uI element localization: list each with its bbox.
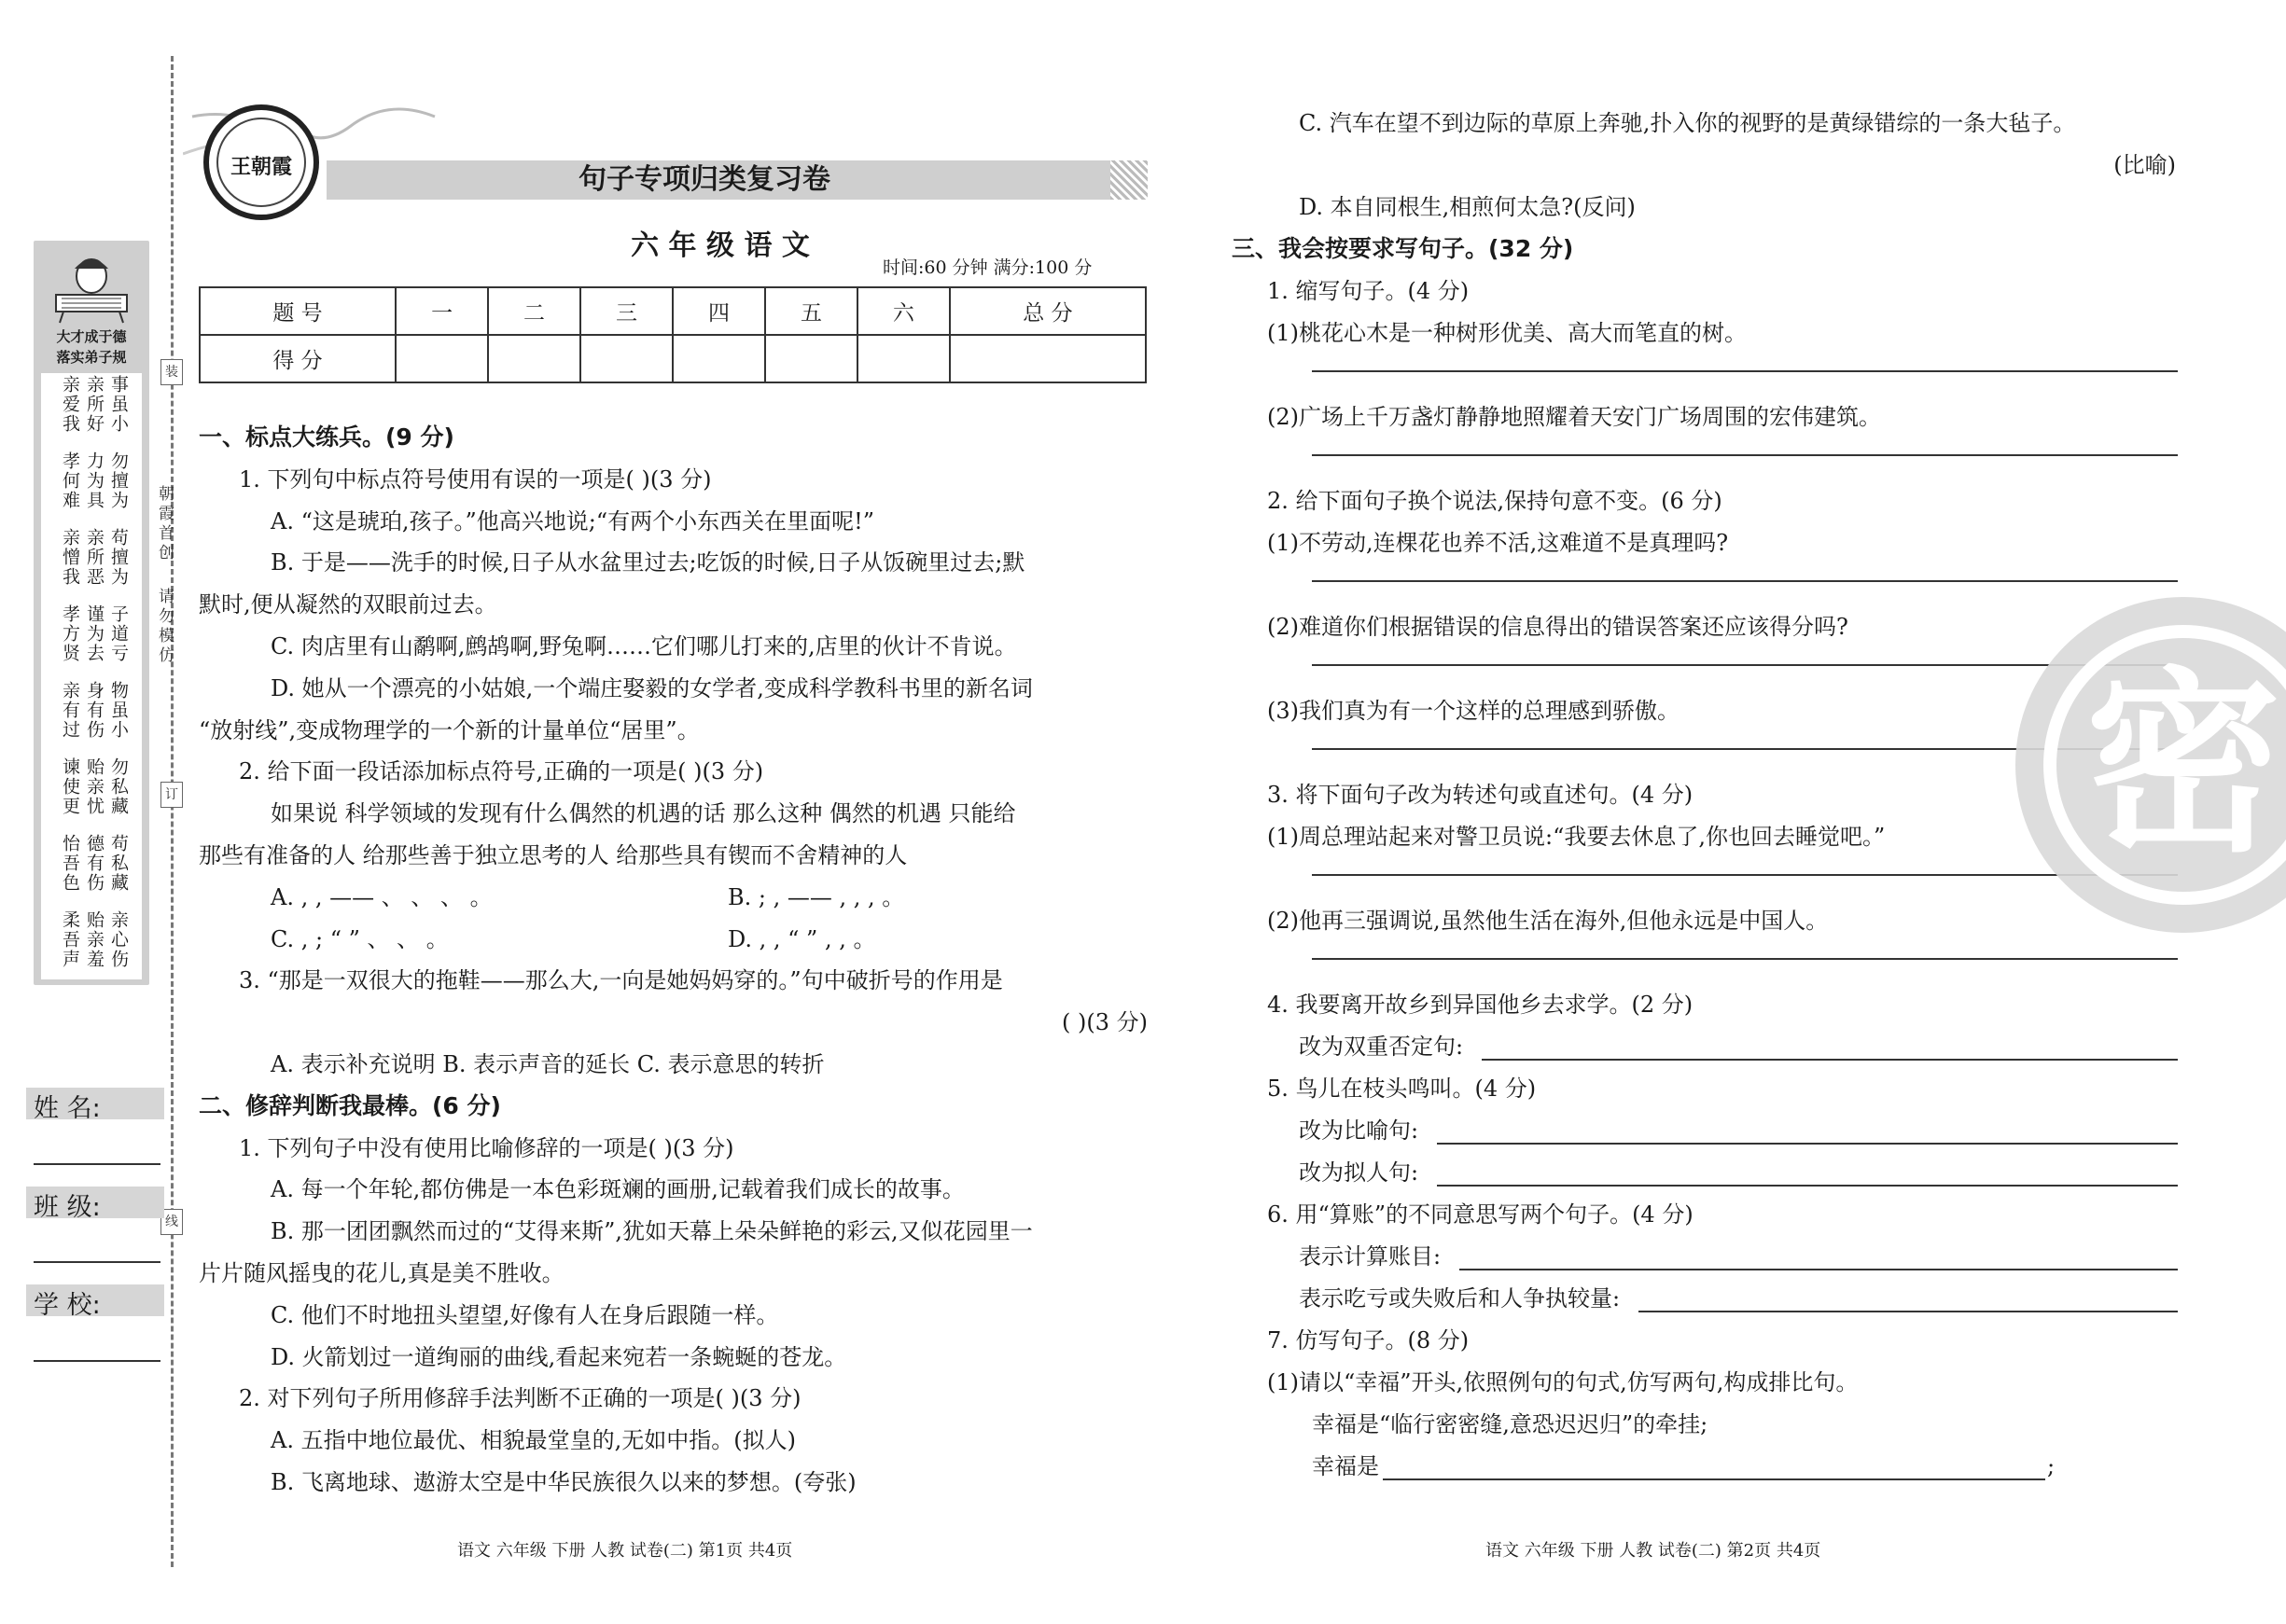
question-line: 3. “那是一双很大的拖鞋——那么大,一向是她妈妈穿的。”句中破折号的作用是 (239, 967, 1003, 994)
score-input[interactable] (765, 335, 857, 382)
motto-column: 贻亲忧 (84, 757, 105, 816)
question-line: A. “这是琥珀,孩子。”他高兴地说;“有两个小东西关在里面呢!” (271, 507, 875, 534)
question-line: D. 本自同根生,相煎何太急?(反问) (1299, 194, 1636, 220)
question-line: 1. 下列句子中没有使用比喻修辞的一项是( )(3 分) (239, 1134, 734, 1161)
question-line: “放射线”,变成物理学的一个新的计量单位“居里”。 (199, 716, 700, 743)
table-cell: 二 (488, 287, 580, 335)
logo-badge (203, 104, 319, 220)
answer-line[interactable] (1437, 1143, 2178, 1145)
question-line: C. 他们不时地扭头望望,好像有人在身后跟随一样。 (271, 1301, 779, 1328)
table-cell: 题 号 (200, 287, 396, 335)
cut-label: 订 (160, 782, 183, 808)
motto-column: 柔吾声 (60, 910, 80, 969)
score-input[interactable] (950, 335, 1146, 382)
answer-line[interactable] (1312, 958, 2178, 960)
motto-column: 亲憎我 (60, 528, 80, 587)
line-end-punct: ; (2047, 1453, 2056, 1479)
footer-right: 语文 六年级 下册 人教 试卷(二) 第2页 共4页 (1485, 1541, 1821, 1561)
section-heading: 一、标点大练兵。(9 分) (199, 423, 454, 451)
question-line: 片片随风摇曳的花儿,真是美不胜收。 (199, 1260, 565, 1286)
tagline-2: 落实弟子规 (56, 349, 127, 366)
section-heading: 三、我会按要求写句子。(32 分) (1232, 235, 1574, 262)
question-line: ( )(3 分) (1062, 1009, 1148, 1036)
class-label: 班 级: (34, 1193, 101, 1222)
motto-column: 子道亏 (108, 604, 129, 663)
school-field[interactable] (34, 1360, 160, 1362)
question-line: 2. 给下面一段话添加标点符号,正确的一项是( )(3 分) (239, 758, 764, 785)
section-heading: 二、修辞判断我最棒。(6 分) (199, 1091, 501, 1119)
question-line: A. 五指中地位最优、相貌最堂皇的,无如中指。(拟人) (271, 1427, 796, 1454)
table-cell: 五 (765, 287, 857, 335)
footer-left: 语文 六年级 下册 人教 试卷(二) 第1页 共4页 (457, 1541, 793, 1561)
question-option: D. , , “ ” , , 。 (728, 925, 876, 952)
question-line: 1. 下列句中标点符号使用有误的一项是( )(3 分) (239, 465, 712, 493)
table-row (200, 335, 1146, 382)
motto-column: 勿私藏 (108, 757, 129, 816)
school-label: 学 校: (34, 1291, 101, 1320)
answer-line[interactable] (1312, 370, 2178, 372)
question-line: 4. 我要离开故乡到异国他乡去求学。(2 分) (1267, 992, 1694, 1018)
answer-line[interactable] (1482, 1059, 2178, 1061)
motto-column: 身有伤 (84, 681, 105, 740)
table-cell: 四 (673, 287, 765, 335)
question-line: 幸福是“临行密密缝,意恐迟迟归”的牵挂; (1312, 1411, 1708, 1437)
scholar-icon (43, 250, 140, 325)
score-input[interactable] (857, 335, 950, 382)
cut-label: 线 (160, 1209, 183, 1235)
motto-column: 亲心伤 (108, 910, 129, 969)
question-line: A. 表示补充说明 B. 表示声音的延长 C. 表示意思的转折 (271, 1051, 825, 1077)
question-line: (1)桃花心木是一种树形优美、高大而笔直的树。 (1267, 320, 1747, 346)
question-line: D. 她从一个漂亮的小姑娘,一个端庄娶毅的女学者,变成科学教科书里的新名词 (271, 674, 1033, 701)
answer-line[interactable] (1437, 1185, 2178, 1187)
motto-column: 怡吾色 (60, 834, 80, 893)
question-line: B. 那一团团飘然而过的“艾得来斯”,犹如天幕上朵朵鲜艳的彩云,又似花园里一 (271, 1218, 1033, 1245)
question-line: 改为比喻句: (1299, 1117, 1419, 1144)
motto-column: 谨为去 (84, 604, 105, 663)
motto-column: 力为具 (84, 451, 105, 510)
answer-line[interactable] (1312, 454, 2178, 456)
question-line: 改为拟人句: (1299, 1159, 1419, 1186)
motto-column: 孝方贤 (60, 604, 80, 663)
banner-pattern (1110, 160, 1148, 200)
page-title: 句子专项归类复习卷 (578, 163, 830, 196)
name-label: 姓 名: (34, 1094, 101, 1123)
question-line: (比喻) (2113, 152, 2176, 178)
motto-column: 苟擅为 (108, 528, 129, 587)
motto-column: 亲爱我 (60, 375, 80, 434)
logo-text: 王朝霞 (230, 155, 292, 179)
table-cell: 总 分 (950, 287, 1146, 335)
question-line: C. 汽车在望不到边际的草原上奔驰,扑入你的视野的是黄绿错综的一条大毡子。 (1299, 110, 2076, 136)
question-line: A. 每一个年轮,都仿佛是一本色彩斑斓的画册,记载着我们成长的故事。 (271, 1176, 965, 1203)
cut-line (171, 56, 174, 1567)
motto-column: 德有伤 (84, 834, 105, 893)
tagline-1: 大才成于德 (56, 328, 127, 345)
question-line: C. , ; “ ” 、 、 。 (271, 925, 449, 952)
score-input[interactable] (488, 335, 580, 382)
motto-column: 物虽小 (108, 681, 129, 740)
vertical-label: 请勿模仿 (155, 588, 174, 666)
time-info: 时间:60 分钟 满分:100 分 (883, 257, 1093, 278)
question-line: 如果说 科学领域的发现有什么偶然的机遇的话 那么这种 偶然的机遇 只能给 (271, 800, 1016, 827)
question-option: B. ; , —— , , , 。 (728, 883, 905, 910)
question-line: 3. 将下面句子改为转述句或直述句。(4 分) (1267, 782, 1694, 808)
table-cell: 三 (580, 287, 673, 335)
answer-line[interactable] (1312, 874, 2178, 876)
question-line: (1)请以“幸福”开头,依照例句的句式,仿写两句,构成排比句。 (1267, 1369, 1859, 1395)
motto-column: 事虽小 (108, 375, 129, 434)
motto-column: 谏使更 (60, 757, 80, 816)
motto-column: 勿擅为 (108, 451, 129, 510)
score-table (199, 286, 1147, 383)
cut-label: 装 (160, 359, 183, 385)
question-line: (2)他再三强调说,虽然他生活在海外,但他永远是中国人。 (1267, 908, 1829, 934)
question-line: C. 肉店里有山鹬啊,鹧鸪啊,野兔啊……它们哪儿打来的,店里的伙计不肯说。 (271, 633, 1017, 659)
question-line: 表示计算账目: (1299, 1243, 1442, 1270)
table-row (200, 287, 1146, 335)
answer-line[interactable] (1383, 1478, 2045, 1480)
question-line: (1)周总理站起来对警卫员说:“我要去休息了,你也回去睡觉吧。” (1267, 824, 1886, 850)
question-line: 改为双重否定句: (1299, 1034, 1464, 1060)
question-line: A. , , —— 、 、 、 。 (271, 883, 493, 910)
question-line: (1)不劳动,连棵花也养不活,这难道不是真理吗? (1267, 530, 1729, 556)
answer-line[interactable] (1459, 1269, 2178, 1270)
answer-line[interactable] (1312, 580, 2178, 582)
question-line: D. 火箭划过一道绚丽的曲线,看起来宛若一条蜿蜒的苍龙。 (271, 1343, 847, 1370)
question-line: (2)广场上千万盏灯静静地照耀着天安门广场周围的宏伟建筑。 (1267, 404, 1881, 430)
question-line: (2)难道你们根据错误的信息得出的错误答案还应该得分吗? (1267, 614, 1848, 640)
question-line: B. 于是——洗手的时候,日子从水盆里过去;吃饭的时候,日子从饭碗里过去;默 (271, 549, 1025, 576)
motto-column: 苟私藏 (108, 834, 129, 893)
question-line: B. 飞离地球、遨游太空是中华民族很久以来的梦想。(夸张) (271, 1469, 857, 1495)
motto-column: 贻亲羞 (84, 910, 105, 969)
stamp-char: 密 (2084, 650, 2281, 879)
motto-column: 亲所恶 (84, 528, 105, 587)
vertical-label: 朝霞首创 (155, 485, 174, 563)
table-cell: 得 分 (200, 335, 396, 382)
motto-column: 亲有过 (60, 681, 80, 740)
question-line: (3)我们真为有一个这样的总理感到骄傲。 (1267, 698, 1680, 724)
question-line: 那些有准备的人 给那些善于独立思考的人 给那些具有锲而不舍精神的人 (199, 842, 908, 868)
motto-column: 孝何难 (60, 451, 80, 510)
score-input[interactable] (396, 335, 488, 382)
score-input[interactable] (580, 335, 673, 382)
answer-line[interactable] (1638, 1311, 2178, 1312)
question-line: 表示吃亏或失败后和人争执较量: (1299, 1285, 1621, 1312)
question-line: 1. 缩写句子。(4 分) (1267, 278, 1470, 304)
question-line: 7. 仿写句子。(8 分) (1267, 1327, 1470, 1353)
class-field[interactable] (34, 1261, 160, 1263)
name-field[interactable] (34, 1163, 160, 1165)
question-line: 6. 用“算账”的不同意思写两个句子。(4 分) (1267, 1201, 1694, 1228)
score-input[interactable] (673, 335, 765, 382)
table-cell: 一 (396, 287, 488, 335)
question-line: 5. 鸟儿在枝头鸣叫。(4 分) (1267, 1076, 1537, 1102)
table-cell: 六 (857, 287, 950, 335)
question-line: 2. 给下面句子换个说法,保持句意不变。(6 分) (1267, 488, 1722, 514)
page-subtitle: 六 年 级 语 文 (631, 229, 810, 262)
motto-column: 亲所好 (84, 375, 105, 434)
question-line: 幸福是 (1312, 1453, 1379, 1479)
question-line: 2. 对下列句子所用修辞手法判断不正确的一项是( )(3 分) (239, 1385, 801, 1412)
question-line: 默时,便从凝然的双眼前过去。 (199, 591, 497, 618)
